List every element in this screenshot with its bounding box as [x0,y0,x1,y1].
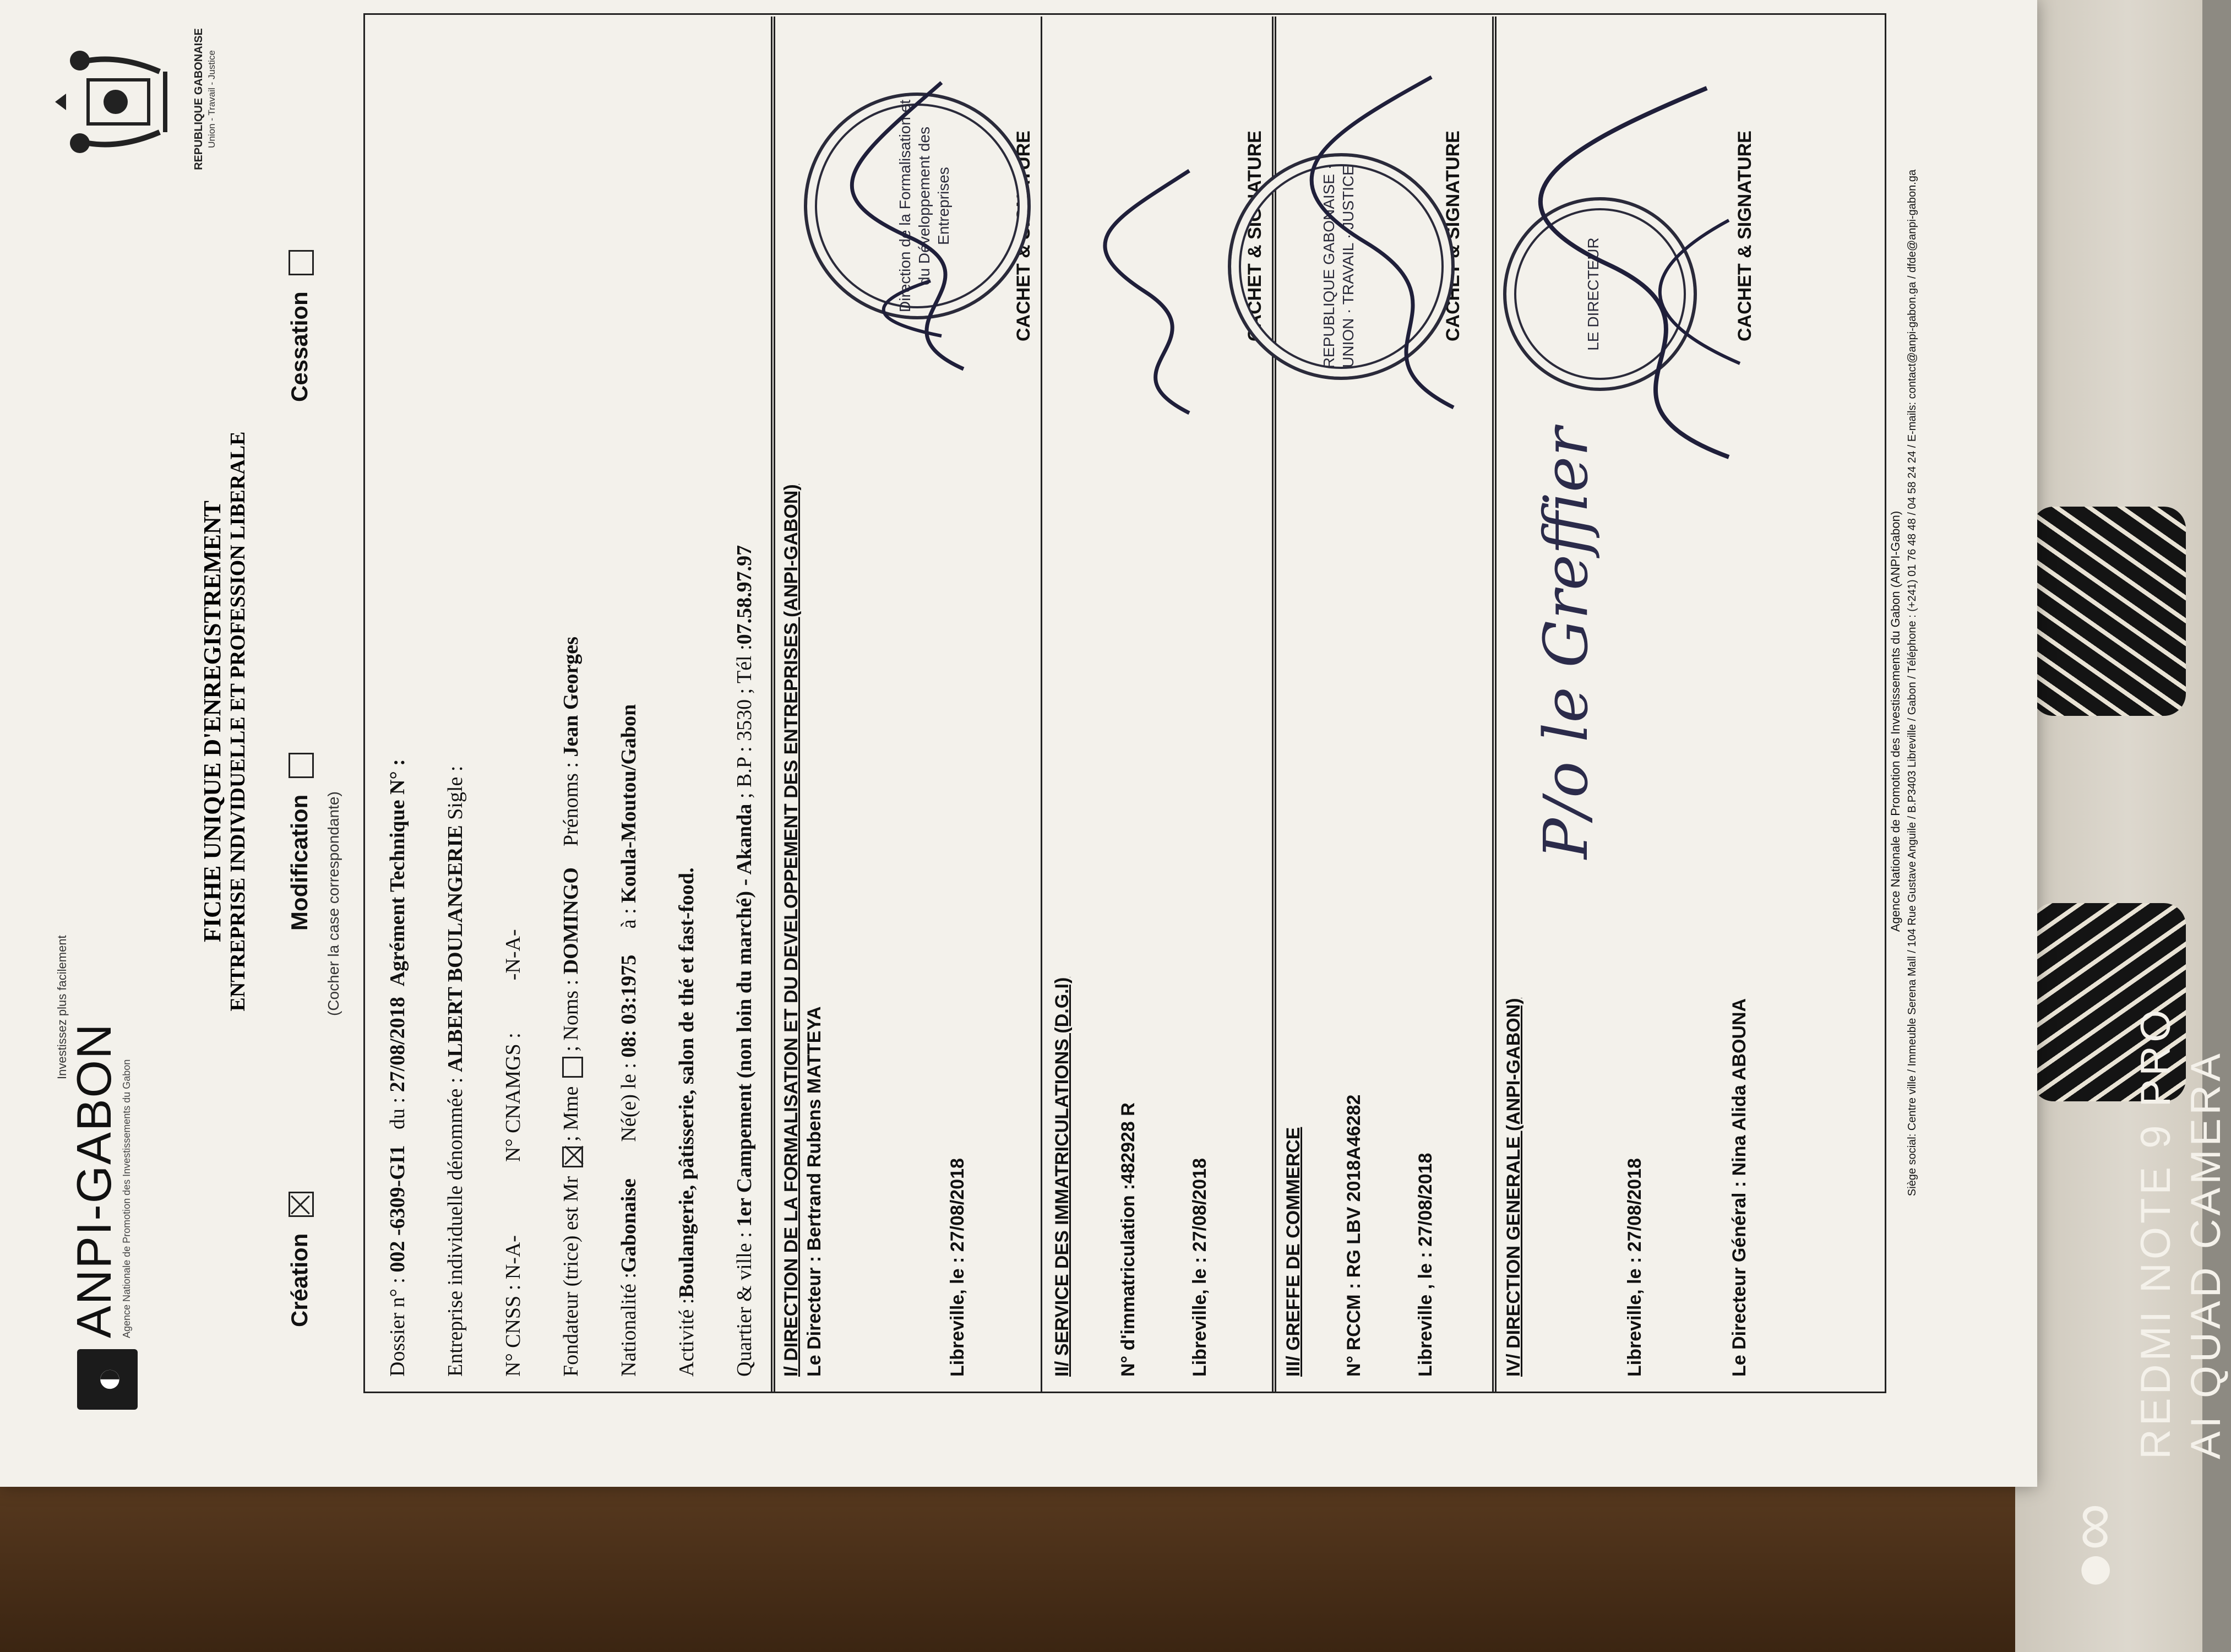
sigle-label: Sigle : [444,765,467,820]
stamp-1-text: Direction de la Formalisation et du Développement des Entreprises [896,100,952,312]
handwritten-note: P/o le Greffier [1531,427,1601,859]
row-entreprise [443,766,467,1377]
section-2-line [1118,1102,1139,1377]
du-value: 27/08/2018 [386,997,409,1093]
prenoms-label: Prénoms : [559,762,583,847]
mme-checkbox[interactable] [562,1057,583,1078]
signature-1 [798,61,1030,391]
activite-label: Activité : [675,1298,698,1377]
tel-label: ; Tél : [733,644,756,694]
section-1-director-text: Le Directeur : Bertrand Rubens MATTEYA [804,1006,825,1377]
stamp-2-text: REPUBLIQUE GABONAISE · UNION · TRAVAIL · JUSTICE [1320,164,1357,369]
wooden-table [0,1465,2037,1652]
section-3-line [1343,1095,1365,1377]
signature-4 [1542,77,1773,474]
section-4-dg [1729,998,1750,1377]
a-label: à : [617,908,640,929]
section-1-date-text: Libreville, le : 27/08/2018 [947,1158,968,1377]
tel-value: 07.58.97.97 [733,545,756,645]
agency-small: Agence Nationale de Promotion des Investissements du Gabon [121,1059,132,1338]
quartier-label: Quartier & ville : [733,1232,756,1377]
row-cnss [501,929,525,1377]
footer-agency: Agence Nationale de Promotion des Investissements du Gabon (ANPI-Gabon) [1889,510,1902,932]
brand-name: ANPI-GABON [67,1023,121,1338]
activite-value: Boulangerie, pâtisserie, salon de thé et fast-food. [675,867,698,1298]
cnamgs-value: -N-A- [502,929,525,981]
entreprise-label: Entreprise individuelle dénommée : [444,1077,467,1377]
section-1-date [947,1158,968,1377]
nationalite-label: Nationalité : [617,1273,640,1377]
section-1-cachet: CACHET & SIGNATURE [1013,131,1034,341]
operation-options [286,171,352,1327]
entreprise-value: ALBERT BOULANGERIE [444,825,467,1073]
section-2-title: II/ SERVICE DES IMMATRICULATIONS (D.G.I) [1052,977,1073,1377]
tagline: Investissez plus facilement [55,935,69,1079]
modification-checkbox[interactable] [289,753,314,778]
section-3-cachet: CACHET & SIGNATURE [1443,131,1463,341]
motto-label: Union - Travail - Justice [206,50,217,148]
row-fondateur [559,637,583,1377]
footer-address: Siège social: Centre ville / Immeuble Serena Mall / 104 Rue Gustave Anguile / B.P3403 Libreville / Gabon / Téléphone : (+241) 01 76 48 48 / 04 58 24 24 / E-mails: contact@anpi-gabon.ga / dfde@anpi-gabon.ga [1906,169,1918,1197]
shoe-left [2032,507,2186,716]
row-dossier [385,759,410,1377]
option-modification[interactable] [286,753,314,931]
modification-label: Modification [286,794,312,931]
dossier-label: Dossier n° : [386,1278,409,1377]
nationalite-value: Gabonaise [617,1178,640,1273]
bp-value: 3530 [733,699,756,741]
section-3-title: III/ GREFFE DE COMMERCE [1283,1127,1304,1377]
stamp-3-text: LE DIRECTEUR [1585,237,1602,351]
bp-label: ; B.P : [733,746,756,799]
anpi-logo-icon: ◐ [77,1349,138,1410]
row-quartier [732,545,757,1377]
watermark-line-2: AI QUAD CAMERA [2183,1050,2230,1459]
prenoms-value: Jean Georges [559,637,583,757]
cessation-label: Cessation [286,291,312,402]
row-activite [674,867,699,1377]
agrement-label: Agrément Technique N° : [386,759,409,987]
cessation-checkbox[interactable] [289,250,314,275]
noms-value: DOMINGO [559,867,583,975]
cnamgs-label: N° CNAMGS : [502,1032,525,1162]
signature-2 [1079,154,1244,430]
mr-checkbox[interactable] [562,1146,583,1167]
row-nationalite [617,704,641,1377]
dossier-value: 002 -6309-GI1 [386,1145,409,1273]
section-2-date [1189,1158,1211,1377]
du-label: du : [386,1097,409,1129]
section-4-date [1624,1158,1646,1377]
checkbox-note: (Cocher la case correspondante) [325,791,342,1016]
section-1-title: I/ DIRECTION DE LA FORMALISATION ET DU DEVELOPPEMENT DES ENTREPRISES (ANPI-GABON) [781,484,802,1377]
mme-label: ; Mme [559,1086,583,1142]
camera-watermark [2131,1007,2231,1459]
section-3-line-text: N° RCCM : RG LBV 2018A46282 [1343,1094,1364,1377]
section-3-date [1415,1153,1436,1377]
divider [1041,17,1042,1393]
option-creation[interactable] [286,1192,314,1327]
noms-label: ; Noms : [559,979,583,1052]
section-4-dg-text: Le Directeur Général : Nina Alida ABOUNA [1729,998,1750,1377]
section-4-title: IV/ DIRECTION GENERALE (ANPI-GABON) [1503,998,1524,1377]
divider [1492,17,1497,1393]
creation-checkbox[interactable] [289,1192,314,1217]
form-title: FICHE UNIQUE D'ENREGISTREMENT [199,501,226,942]
section-2-line-text: N° d'immatriculation :482928 R [1118,1102,1139,1377]
section-1-director [804,1006,825,1377]
section-2-date-text: Libreville, le : 27/08/2018 [1189,1158,1210,1377]
document-sheet [55,0,1949,1410]
republic-label: REPUBLIQUE GABONAISE [193,28,205,170]
camera-logo-icon: ●∞ [2055,1503,2129,1591]
creation-label: Création [286,1233,312,1327]
section-3-date-text: Libreville , le : 27/08/2018 [1415,1153,1436,1377]
watermark-line-1: REDMI NOTE 9 PRO [2132,1006,2179,1459]
signature-3 [1310,66,1487,419]
section-4-date-text: Libreville, le : 27/08/2018 [1624,1158,1645,1377]
fondateur-label: Fondateur (trice) est Mr [559,1176,583,1377]
ne-label: Né(e) le : [617,1063,640,1142]
ne-value: 08: 03:1975 [617,954,640,1058]
quartier-value: 1er Campement (non loin du marché) - Akanda [733,803,756,1227]
section-4-cachet: CACHET & SIGNATURE [1734,131,1755,341]
divider [771,17,775,1393]
section-2-cachet: CACHET & SIGNATURE [1244,131,1265,341]
coat-of-arms-icon [55,39,187,165]
form-subtitle: ENTREPRISE INDIVIDUELLE ET PROFESSION LIBERALE [226,431,249,1012]
a-value: Koula-Moutou/Gabon [617,704,640,903]
option-cessation[interactable] [286,250,314,402]
cnss-label: N° CNSS : N-A- [502,1235,525,1377]
